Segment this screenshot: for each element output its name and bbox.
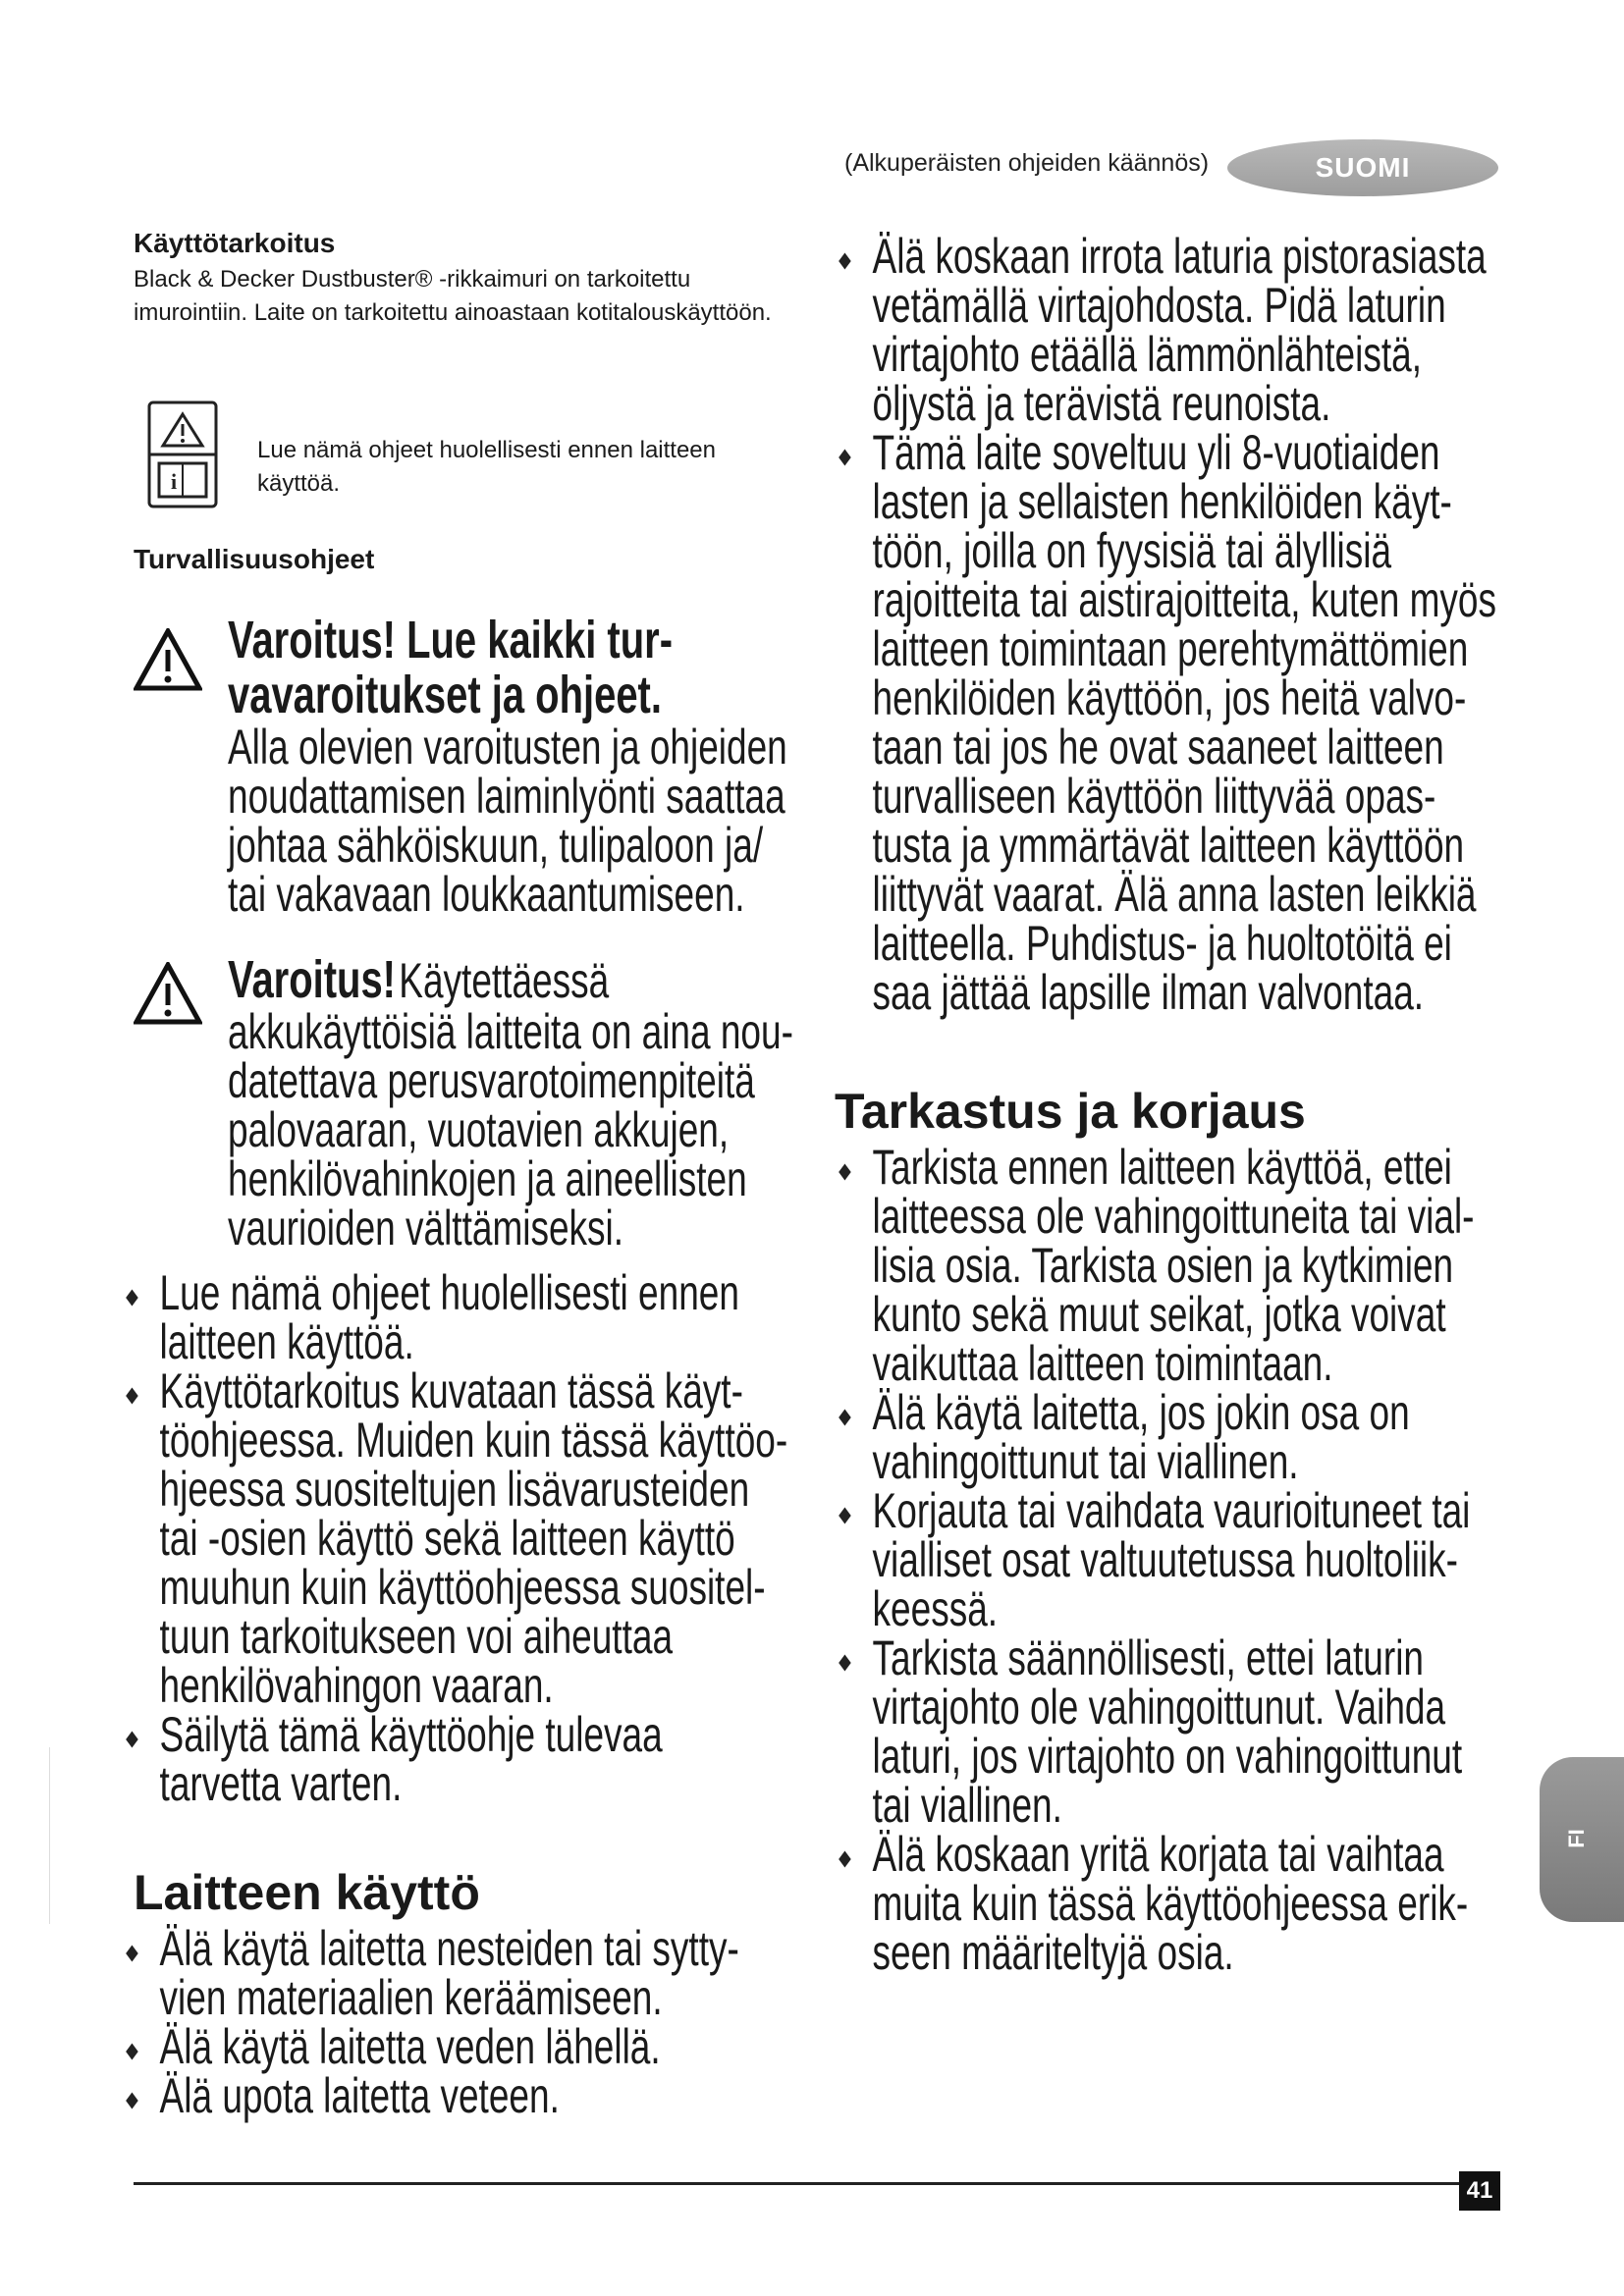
warning-2-title: Varoitus! (228, 950, 396, 1009)
list-item-line: liittyvät vaarat. Älä anna lasten leikkiä (872, 867, 1477, 922)
list-item-line: laturi, jos virtajohto on vahingoittunut (872, 1729, 1463, 1784)
list-item-line: tarvetta varten. (159, 1756, 403, 1811)
svg-text:i: i (171, 469, 178, 494)
list-item-line: laitteessa ole vahingoittuneita tai vial- (872, 1189, 1475, 1244)
right-safety-list (840, 229, 1508, 1020)
warning-1-line-3: johtaa sähköiskuun, tulipaloon ja/ (228, 818, 764, 873)
bullet-icon (839, 450, 851, 466)
list-item-line: tai viallinen. (872, 1778, 1062, 1833)
warning-2-line-2: datettava perusvarotoimenpiteitä (228, 1053, 755, 1108)
list-item-line: Säilytä tämä käyttöohje tulevaa (159, 1707, 663, 1762)
list-item-line: virtajohto ole vahingoittunut. Vaihda (872, 1680, 1446, 1735)
list-item-line: seen määriteltyjä osia. (872, 1925, 1234, 1980)
list-item-line: muuhun kuin käyttöohjeessa suositel- (159, 1560, 766, 1615)
list-item-line: Tämä laite soveltuu yli 8-vuotiaiden (872, 425, 1440, 480)
list-item-line: vien materiaalien keräämiseen. (159, 1970, 663, 2025)
list-item-line: Älä koskaan yritä korjata tai vaihtaa (872, 1827, 1444, 1882)
list-item-line: virtajohto etäällä lämmönlähteistä, (872, 327, 1422, 382)
bullet-icon (839, 1508, 851, 1524)
bullet-icon (126, 1732, 138, 1748)
list-item-line: Käyttötarkoitus kuvataan tässä käyt- (159, 1363, 743, 1418)
bullet-icon (839, 1410, 851, 1426)
list-item (128, 1363, 825, 1713)
footer-rule (134, 2182, 1500, 2185)
list-item-line: henkilöiden käyttöön, jos heitä valvo- (872, 670, 1467, 725)
warning-1-title-line-2: vavaroitukset ja ohjeet. (228, 666, 662, 724)
list-item-line: vahingoittunut tai viallinen. (872, 1434, 1299, 1489)
manual-notice-line-2: käyttöä. (257, 470, 341, 497)
intended-use-section (134, 228, 821, 330)
warning-2-line-4: henkilövahinkojen ja aineellisten (228, 1151, 747, 1206)
list-item-line: vialliset osat valtuutetussa huoltoliik- (872, 1532, 1458, 1587)
list-item-line: Lue nämä ohjeet huolellisesti ennen (159, 1265, 739, 1320)
list-item-line: Korjauta tai vaihdata vaurioituneet tai (872, 1483, 1471, 1538)
list-item-line: turvalliseen käyttöön liittyvää opas- (872, 769, 1436, 824)
usage-section (134, 1865, 821, 1920)
language-side-tab (1540, 1757, 1624, 1922)
side-tab-label: FI (1563, 1829, 1589, 1848)
warning-1 (228, 611, 827, 922)
list-item-line: keessä. (872, 1581, 999, 1636)
list-item-line: töohjeessa. Muiden kuin tässä käyttöo- (159, 1413, 788, 1468)
warning-2-first-line: Käytettäessä (399, 953, 610, 1008)
list-item-line: taan tai jos he ovat saaneet laitteen (872, 720, 1444, 774)
list-item-line: vaikuttaa laitteen toimintaan. (872, 1336, 1333, 1391)
list-item (840, 1140, 1509, 1391)
list-item (128, 1707, 825, 1811)
list-item (840, 1827, 1509, 1980)
list-item-line: öljystä ja terävistä reunoista. (872, 376, 1331, 431)
safety-title: Turvallisuusohjeet (134, 544, 375, 574)
bullet-icon (839, 1655, 851, 1672)
page-number: 41 (1459, 2171, 1500, 2211)
warning-1-title-line-1: Varoitus! Lue kaikki tur- (228, 611, 674, 669)
inspection-section-title: Tarkastus ja korjaus (835, 1084, 1306, 1139)
list-item-line: Älä käytä laitetta, jos jokin osa on (872, 1385, 1410, 1440)
inspection-list (840, 1140, 1508, 1980)
warning-1-line-1: Alla olevien varoitusten ja ohjeiden (228, 720, 787, 774)
list-item-line: tuun tarkoitukseen voi aiheuttaa (159, 1609, 674, 1664)
usage-section-title: Laitteen käyttö (134, 1865, 480, 1920)
manual-notice-line-1: Lue nämä ohjeet huolellisesti ennen laitteen (257, 437, 717, 463)
list-item-line: Älä upota laitetta veteen. (159, 2068, 560, 2123)
list-item (840, 1385, 1509, 1489)
list-item-line: saa jättää lapsille ilman valvontaa. (872, 965, 1425, 1020)
warning-2-line-3: palovaaran, vuotavien akkujen, (228, 1102, 730, 1157)
intended-use-title: Käyttötarkoitus (134, 228, 336, 258)
intended-use-line-2: imurointiin. Laite on tarkoitettu ainoastaan kotitalouskäyttöön. (134, 299, 772, 326)
translation-note: (Alkuperäisten ohjeiden käännös) (844, 149, 1210, 177)
usage-list (128, 1921, 825, 2123)
list-item-line: rajoitteita tai aistirajoitteita, kuten myös (872, 572, 1497, 627)
list-item-line: lisia osia. Tarkista osien ja kytkimien (872, 1238, 1454, 1293)
list-item-line: Tarkista ennen laitteen käyttöä, ettei (872, 1140, 1452, 1195)
list-item (128, 1265, 825, 1369)
bullet-icon (839, 1851, 851, 1868)
list-item (840, 425, 1509, 1020)
bullet-icon (126, 1388, 138, 1405)
warning-triangle-icon (134, 628, 202, 696)
warning-triangle-icon (134, 962, 202, 1030)
list-item (128, 2068, 825, 2123)
list-item-line: henkilövahingon vaaran. (159, 1658, 554, 1713)
list-item-line: töön, joilla on fyysisiä tai älyllisiä (872, 523, 1392, 578)
list-item-line: Älä koskaan irrota laturia pistorasiasta (872, 229, 1487, 284)
list-item (840, 1483, 1509, 1636)
warning-2-line-1: akkukäyttöisiä laitteita on aina nou- (228, 1004, 793, 1059)
list-item-line: Älä käytä laitetta veden lähellä. (159, 2019, 661, 2074)
list-item (840, 229, 1509, 431)
list-item-line: tusta ja ymmärtävät laitteen käyttöön (872, 818, 1465, 873)
bullet-icon (839, 253, 851, 270)
bullet-icon (839, 1164, 851, 1181)
warning-1-line-4: tai vakavaan loukkaantumiseen. (228, 867, 745, 922)
list-item-line: laitteen toimintaan perehtymättömien (872, 621, 1469, 676)
list-item-line: vetämällä virtajohdosta. Pidä laturin (872, 278, 1446, 333)
read-manual-icon (147, 400, 218, 508)
warning-2 (228, 952, 827, 1253)
list-item-line: tai -osien käyttö sekä laitteen käyttö (159, 1511, 735, 1566)
bullet-icon (126, 1290, 138, 1307)
left-safety-list (128, 1265, 825, 1811)
read-manual-notice (257, 434, 768, 501)
bullet-icon (126, 2093, 138, 2109)
list-item-line: lasten ja sellaisten henkilöiden käyt- (872, 474, 1452, 529)
intended-use-line-1: Black & Decker Dustbuster® -rikkaimuri on tarkoitettu (134, 266, 691, 293)
list-item-line: Älä käytä laitetta nesteiden tai sytty- (159, 1921, 739, 1976)
list-item (840, 1630, 1509, 1833)
list-item (128, 1921, 825, 2025)
list-item-line: laitteella. Puhdistus- ja huoltotöitä ei (872, 916, 1452, 971)
warning-1-line-2: noudattamisen laiminlyönti saattaa (228, 769, 785, 824)
list-item-line: kunto sekä muut seikat, jotka voivat (872, 1287, 1446, 1342)
bullet-icon (126, 2044, 138, 2060)
language-badge: SUOMI (1227, 139, 1498, 196)
margin-divider (49, 1747, 50, 1924)
bullet-icon (126, 1946, 138, 1962)
warning-2-line-5: vaurioiden välttämiseksi. (228, 1201, 624, 1255)
inspection-section (835, 1084, 1522, 1139)
list-item-line: laitteen käyttöä. (159, 1314, 414, 1369)
list-item-line: Tarkista säännöllisesti, ettei laturin (872, 1630, 1425, 1685)
list-item-line: hjeessa suositeltujen lisävarusteiden (159, 1462, 750, 1517)
list-item (128, 2019, 825, 2074)
list-item-line: muita kuin tässä käyttöohjeessa erik- (872, 1876, 1469, 1931)
